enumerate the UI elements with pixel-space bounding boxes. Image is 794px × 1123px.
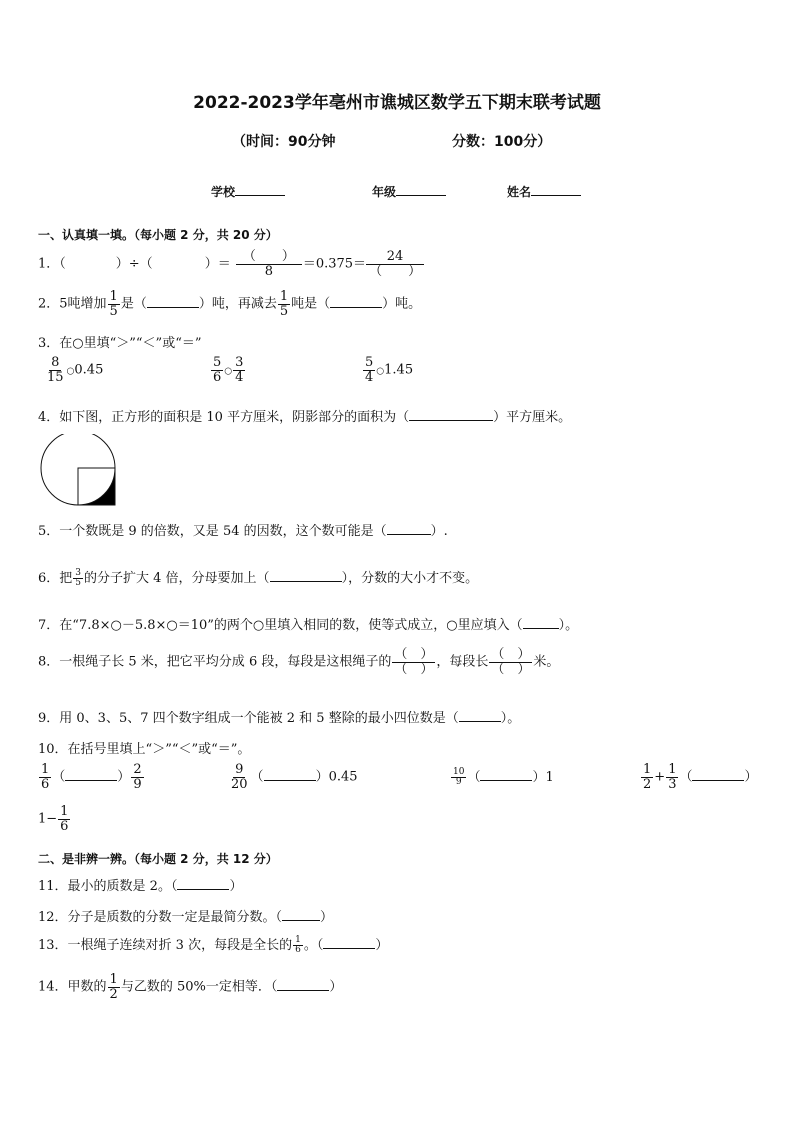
q7-text: 7．在“7.8×○－5.8×○＝10”的两个○里填入相同的数，使等式成立，○里应填入（ bbox=[38, 618, 523, 633]
school-label: 学校 bbox=[211, 185, 236, 199]
question-14 bbox=[38, 973, 342, 1001]
question-12 bbox=[38, 906, 333, 925]
q3a-num: 8 bbox=[51, 355, 60, 370]
grade-field bbox=[372, 183, 446, 200]
school-field bbox=[211, 183, 285, 200]
q2-frac2-den: 5 bbox=[279, 303, 289, 319]
q3b-den2: 4 bbox=[235, 369, 244, 385]
time-label: （时间：90分钟 bbox=[232, 134, 336, 150]
q2-text-3: 吨是（ bbox=[291, 296, 331, 312]
q3-part-a bbox=[44, 356, 103, 384]
q6-den: 5 bbox=[75, 578, 82, 588]
grade-blank[interactable] bbox=[396, 195, 446, 196]
q6-end: ），分数的大小才不变。 bbox=[341, 571, 479, 586]
name-field bbox=[507, 183, 581, 200]
q10-part-c bbox=[450, 766, 554, 787]
q9-text: 9．用 0、3、5、7 四个数字组成一个能被 2 和 5 整除的最小四位数是（ bbox=[38, 711, 459, 726]
q10a-den: 6 bbox=[41, 776, 50, 792]
q8-frac2-den[interactable]: （ ） bbox=[491, 661, 531, 677]
q3b-num2: 3 bbox=[235, 355, 244, 370]
q10c-num: 10 bbox=[453, 766, 465, 777]
q10b-num: 9 bbox=[235, 762, 244, 777]
q8-frac2-num[interactable]: （ ） bbox=[491, 647, 531, 662]
q2-text-2: ）吨，再减去 bbox=[198, 296, 277, 312]
q14-num: 1 bbox=[109, 972, 118, 987]
q10-part-e bbox=[38, 805, 71, 833]
q9-end: ）。 bbox=[500, 711, 521, 726]
q13-end2: ） bbox=[375, 938, 389, 953]
q10a-rnum: 2 bbox=[133, 762, 142, 777]
question-13 bbox=[38, 934, 388, 955]
q3a-value: 0.45 bbox=[74, 362, 104, 378]
q10-part-d bbox=[640, 763, 758, 791]
q6-blank[interactable] bbox=[270, 581, 342, 582]
q13-blank[interactable] bbox=[323, 948, 375, 949]
q10-part-a bbox=[38, 763, 145, 791]
q5-end: ）. bbox=[430, 524, 448, 539]
name-blank[interactable] bbox=[531, 195, 581, 196]
question-1 bbox=[38, 250, 424, 278]
q8-frac1-num[interactable]: （ ） bbox=[394, 647, 434, 662]
score-label: 分数：100分） bbox=[452, 134, 552, 150]
q12-text: 12．分子是质数的分数一定是最简分数。（ bbox=[38, 910, 283, 925]
q10b-blank[interactable] bbox=[264, 780, 316, 781]
q10c-open: （ bbox=[467, 770, 481, 785]
q10c-value: 1 bbox=[545, 770, 554, 785]
q13-text: 13．一根绳子连续对折 3 次，每段是全长的 bbox=[38, 938, 293, 953]
q1-frac2-denominator[interactable]: （ ） bbox=[369, 263, 422, 279]
q3b-num1: 5 bbox=[213, 355, 222, 370]
q13-end: 。（ bbox=[303, 938, 324, 953]
question-3: 3．在○里填“＞”“＜”或“＝” bbox=[38, 336, 202, 351]
q10-part-b bbox=[228, 763, 358, 791]
q14-text: 14．甲数的 bbox=[38, 979, 107, 995]
q10c-den: 9 bbox=[455, 777, 462, 787]
q1-fraction-1 bbox=[236, 250, 302, 278]
question-8 bbox=[38, 648, 559, 676]
q10c-close: ） bbox=[532, 770, 546, 785]
q11-end: ） bbox=[229, 879, 243, 894]
q10b-value: 0.45 bbox=[328, 769, 358, 785]
question-9 bbox=[38, 707, 520, 726]
school-blank[interactable] bbox=[235, 195, 285, 196]
q2-blank-1[interactable] bbox=[147, 307, 199, 308]
q2-blank-2[interactable] bbox=[330, 307, 382, 308]
q7-blank[interactable] bbox=[523, 628, 559, 629]
q1-equals: ＝0.375＝ bbox=[302, 256, 367, 272]
q4-blank[interactable] bbox=[409, 420, 493, 421]
q14-den: 2 bbox=[109, 986, 118, 1002]
q13-num: 1 bbox=[295, 934, 301, 945]
section2-heading: 二、是非辨一辨。（每小题 2 分，共 12 分） bbox=[38, 852, 278, 866]
q14-mid: 与乙数的 50%一定相等．（ bbox=[120, 979, 278, 995]
q10b-open: （ bbox=[250, 769, 264, 785]
question-7 bbox=[38, 614, 578, 633]
q1-after: ）＝ bbox=[204, 256, 231, 272]
q9-blank[interactable] bbox=[459, 721, 501, 722]
q2-text-1: 是（ bbox=[120, 296, 147, 312]
q1-frac2-numerator: 24 bbox=[366, 250, 424, 265]
q3-part-c bbox=[362, 356, 413, 384]
question-6 bbox=[38, 567, 478, 588]
q10d-blank[interactable] bbox=[692, 780, 744, 781]
q6-pre: 6．把 bbox=[38, 571, 73, 586]
q11-text: 11．最小的质数是 2。（ bbox=[38, 879, 178, 894]
q12-blank[interactable] bbox=[282, 920, 320, 921]
q3c-den: 4 bbox=[365, 369, 374, 385]
q8-text: 8．一根绳子长 5 米，把它平均分成 6 段，每段是这根绳子的 bbox=[38, 654, 392, 670]
q2-prefix: 2．5吨增加 bbox=[38, 296, 107, 312]
q10a-open: （ bbox=[52, 769, 66, 785]
q10c-blank[interactable] bbox=[480, 780, 532, 781]
q1-mid: ）÷（ bbox=[115, 256, 153, 272]
q8-mid: ，每段长 bbox=[436, 654, 489, 670]
q10e-den: 6 bbox=[60, 818, 69, 834]
q10d-den2: 3 bbox=[668, 776, 677, 792]
q3b-circle-icon[interactable]: ○ bbox=[224, 366, 233, 377]
q3c-circle-icon[interactable]: ○ bbox=[376, 366, 385, 377]
q12-end: ） bbox=[320, 910, 334, 925]
q3c-num: 5 bbox=[365, 355, 374, 370]
q3a-circle-icon[interactable]: ○ bbox=[66, 366, 75, 377]
q2-frac1-den: 5 bbox=[109, 303, 118, 319]
q3c-value: 1.45 bbox=[384, 362, 414, 378]
q1-fraction-2 bbox=[367, 250, 423, 278]
q10b-den: 20 bbox=[231, 776, 248, 792]
q10a-num: 1 bbox=[41, 762, 50, 777]
q10d-num2: 1 bbox=[668, 762, 677, 777]
q2-fraction-2 bbox=[278, 290, 290, 318]
q10d-plus: + bbox=[654, 769, 666, 785]
grade-label: 年级 bbox=[372, 185, 397, 199]
question-4 bbox=[38, 406, 571, 425]
q4-text: 4．如下图，正方形的面积是 10 平方厘米，阴影部分的面积为（ bbox=[38, 410, 410, 425]
q10d-den1: 2 bbox=[643, 776, 652, 792]
q5-text: 5．一个数既是 9 的倍数，又是 54 的因数，这个数可能是（ bbox=[38, 524, 387, 539]
q3b-den1: 6 bbox=[213, 369, 222, 385]
question-2 bbox=[38, 290, 421, 318]
q14-end: ） bbox=[329, 979, 343, 995]
q2-text-4: ）吨。 bbox=[382, 296, 422, 312]
q3a-den: 15 bbox=[47, 369, 64, 385]
q10a-blank[interactable] bbox=[65, 780, 117, 781]
q8-frac1-den[interactable]: （ ） bbox=[394, 661, 434, 677]
q7-end: ）。 bbox=[558, 618, 579, 633]
q10a-rden: 9 bbox=[133, 776, 142, 792]
q1-frac1-denominator: 8 bbox=[264, 263, 273, 279]
section1-heading: 一、认真填一填。（每小题 2 分，共 20 分） bbox=[38, 228, 278, 242]
q10e-pre: 1− bbox=[38, 811, 58, 827]
q10d-num1: 1 bbox=[643, 762, 652, 777]
q6-text: 的分子扩大 4 倍，分母要加上（ bbox=[84, 571, 270, 586]
q2-frac1-num: 1 bbox=[109, 289, 118, 304]
circle-square-figure bbox=[40, 434, 120, 510]
question-11 bbox=[38, 875, 242, 894]
q10d-open: （ bbox=[679, 769, 693, 785]
q1-frac1-numerator[interactable]: （ ） bbox=[236, 250, 302, 265]
q14-blank[interactable] bbox=[277, 990, 329, 991]
q1-prefix: 1．（ bbox=[38, 256, 66, 272]
q10e-num: 1 bbox=[60, 804, 69, 819]
q13-den: 6 bbox=[295, 945, 301, 955]
q6-num: 3 bbox=[75, 567, 82, 578]
q5-blank[interactable] bbox=[387, 534, 431, 535]
q10a-close: ） bbox=[117, 769, 131, 785]
q4-end: ）平方厘米。 bbox=[493, 410, 572, 425]
q2-frac2-num: 1 bbox=[279, 289, 289, 304]
q11-blank[interactable] bbox=[177, 889, 229, 890]
question-5 bbox=[38, 520, 448, 539]
q10b-close: ） bbox=[315, 769, 329, 785]
q8-end: 米。 bbox=[533, 654, 560, 670]
page-title: 2022-2023学年亳州市谯城区数学五下期末联考试题 bbox=[193, 93, 601, 113]
name-label: 姓名 bbox=[507, 185, 532, 199]
q2-fraction-1 bbox=[108, 290, 120, 318]
question-10: 10．在括号里填上“＞”“＜”或“＝”。 bbox=[38, 742, 251, 757]
q10d-close: ） bbox=[744, 769, 758, 785]
q3-part-b bbox=[210, 356, 246, 384]
